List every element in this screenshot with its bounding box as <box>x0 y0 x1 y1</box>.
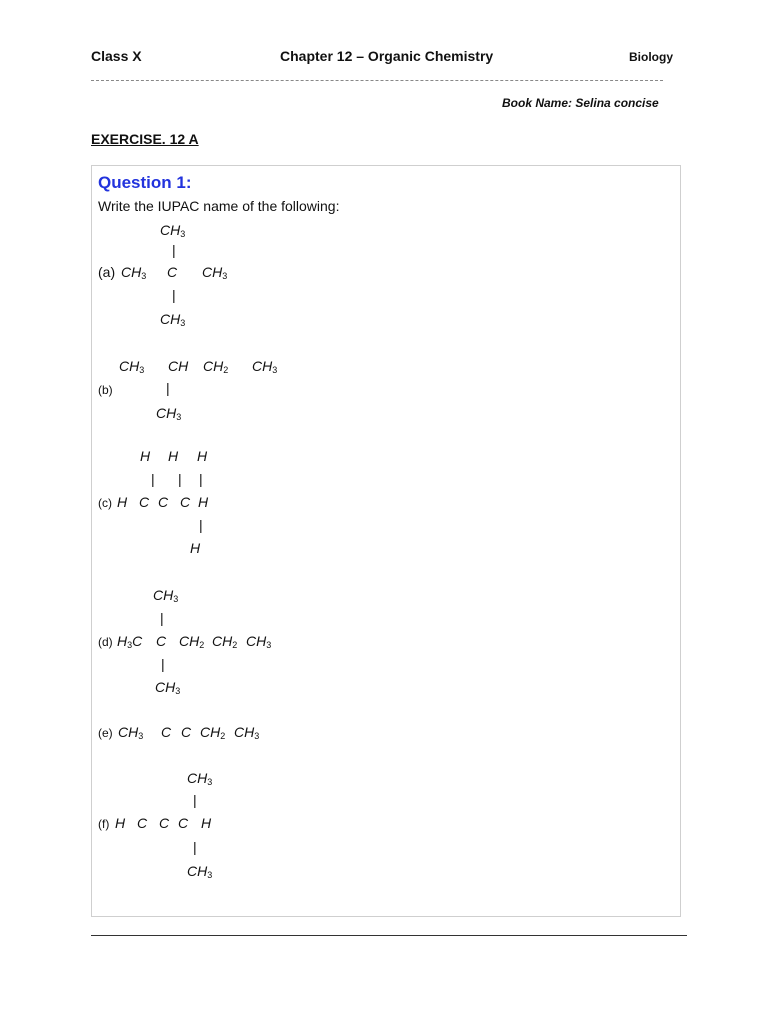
atom-ch2: $CH_2$ <box>203 358 229 375</box>
structure-label: (b) <box>98 383 113 397</box>
atom-c: C <box>139 494 150 510</box>
atom-ch3: $CH_3$ <box>119 358 145 375</box>
atom-ch: CH <box>168 358 189 374</box>
atom-h: H <box>140 448 151 464</box>
atom-c: C <box>137 815 148 831</box>
atom-ch3: $CH_3$ <box>156 405 182 422</box>
bond-vertical: | <box>193 839 197 855</box>
atom-c: C <box>156 633 167 649</box>
structure-label: (e) <box>98 726 113 740</box>
bond-vertical: | <box>160 610 164 626</box>
atom-c: C <box>178 815 189 831</box>
atom-ch3: $CH_3$ <box>187 770 213 787</box>
question-title: Question 1: <box>98 173 192 192</box>
question-prompt: Write the IUPAC name of the following: <box>98 198 340 214</box>
atom-ch3: $CH_3$ <box>246 633 272 650</box>
atom-c: C <box>159 815 170 831</box>
atom-h: H <box>115 815 126 831</box>
bond-vertical: | <box>172 287 176 303</box>
structure-label: (f) <box>98 817 110 831</box>
atom-ch3: $CH_3$ <box>155 679 181 696</box>
structure-label: (a) <box>98 264 116 280</box>
atom-ch3: $CH_3$ <box>160 222 186 239</box>
atom-c: C <box>180 494 191 510</box>
atom-ch2: $CH_2$ <box>200 724 226 741</box>
class-label: Class X <box>91 48 142 64</box>
bond-vertical: | <box>166 380 170 396</box>
bond-vertical: | <box>172 242 176 258</box>
exercise-title: EXERCISE. 12 A <box>91 131 199 147</box>
atom-ch2: $CH_2$ <box>212 633 238 650</box>
book-name: Book Name: Selina concise <box>502 96 659 110</box>
subject-label: Biology <box>629 50 673 64</box>
atom-h: H <box>117 494 128 510</box>
atom-ch3: $CH_3$ <box>187 863 213 880</box>
bond-vertical: | <box>199 471 203 487</box>
atom-h3c: $H_3C$ <box>117 633 143 650</box>
atom-ch3: $CH_3$ <box>121 264 147 281</box>
atom-ch3: $CH_3$ <box>160 311 186 328</box>
atom-h: H <box>201 815 212 831</box>
bond-vertical: | <box>161 656 165 672</box>
atom-ch3: $CH_3$ <box>252 358 278 375</box>
structure-label: (c) <box>98 496 112 510</box>
atom-h: H <box>198 494 209 510</box>
atom-ch3: $CH_3$ <box>153 587 179 604</box>
atom-h: H <box>190 540 201 556</box>
header-divider <box>91 80 663 81</box>
bond-vertical: | <box>178 471 182 487</box>
chapter-title: Chapter 12 – Organic Chemistry <box>280 48 494 64</box>
question-box <box>91 165 681 917</box>
atom-h: H <box>168 448 179 464</box>
atom-ch3: $CH_3$ <box>234 724 260 741</box>
atom-h: H <box>197 448 208 464</box>
bond-vertical: | <box>193 792 197 808</box>
atom-c: C <box>167 264 178 280</box>
atom-c: C <box>181 724 192 740</box>
bond-vertical: | <box>199 517 203 533</box>
atom-c: C <box>161 724 172 740</box>
structure-label: (d) <box>98 635 113 649</box>
atom-c: C <box>158 494 169 510</box>
atom-ch3: $CH_3$ <box>118 724 144 741</box>
bond-vertical: | <box>151 471 155 487</box>
atom-ch3: $CH_3$ <box>202 264 228 281</box>
footer-divider <box>91 935 687 936</box>
atom-ch2: $CH_2$ <box>179 633 205 650</box>
